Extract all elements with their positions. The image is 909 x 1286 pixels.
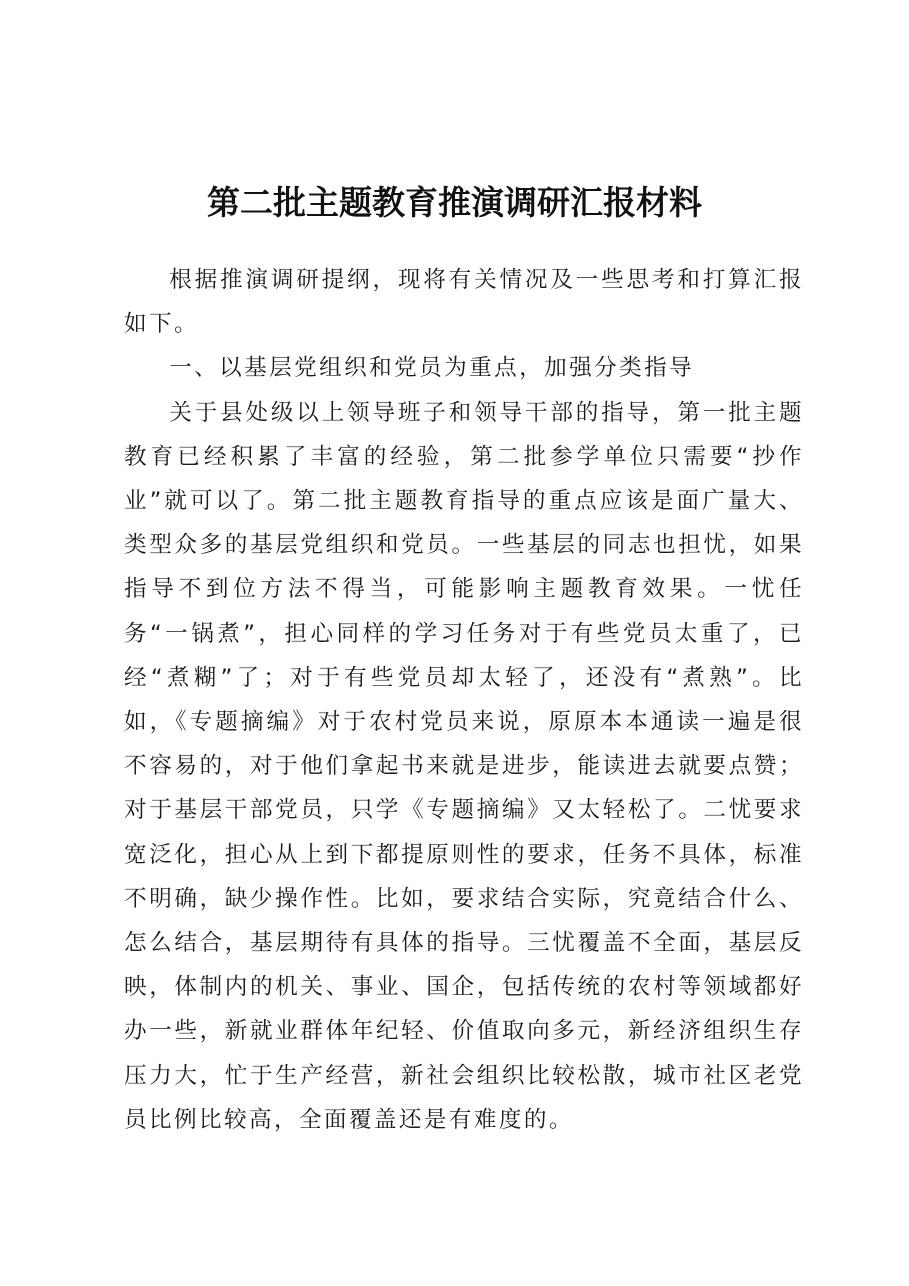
body-paragraph: 关于县处级以上领导班子和领导干部的指导，第一批主题教育已经积累了丰富的经验，第二批参学单位只需要“抄作业”就可以了。第二批主题教育指导的重点应该是面广量大、类型众多的基层党组织和党员。一些基层的同志也担忧，如果指导不到位方法不得当，可能影响主题教育效果。一忧任务“一锅煮”，担心同样的学习任务对于有些党员太重了，已经“煮糊”了；对于有些党员却太轻了，还没有“煮熟”。比如，《专题摘编》对于农村党员来说，原原本本通读一遍是很不容易的，对于他们拿起书来就是进步，能读进去就要点赞；对于基层干部党员，只学《专题摘编》又太轻松了。二忧要求宽泛化，担心从上到下都提原则性的要求，任务不具体，标准不明确，缺少操作性。比如，要求结合实际，究竟结合什么、怎么结合，基层期待有具体的指导。三忧覆盖不全面，基层反映，体制内的机关、事业、国企，包括传统的农村等领域都好办一些，新就业群体年纪轻、价值取向多元，新经济组织生存压力大，忙于生产经营，新社会组织比较松散，城市社区老党员比例比较高，全面覆盖还是有难度的。: [124, 399, 804, 1133]
section-heading-1: 一、以基层党组织和党员为重点，加强分类指导: [169, 355, 695, 382]
document-title: 第二批主题教育推演调研汇报材料: [207, 183, 702, 222]
intro-paragraph: 根据推演调研提纲，现将有关情况及一些思考和打算汇报如下。: [124, 267, 804, 338]
document-body: [124, 258, 804, 1142]
